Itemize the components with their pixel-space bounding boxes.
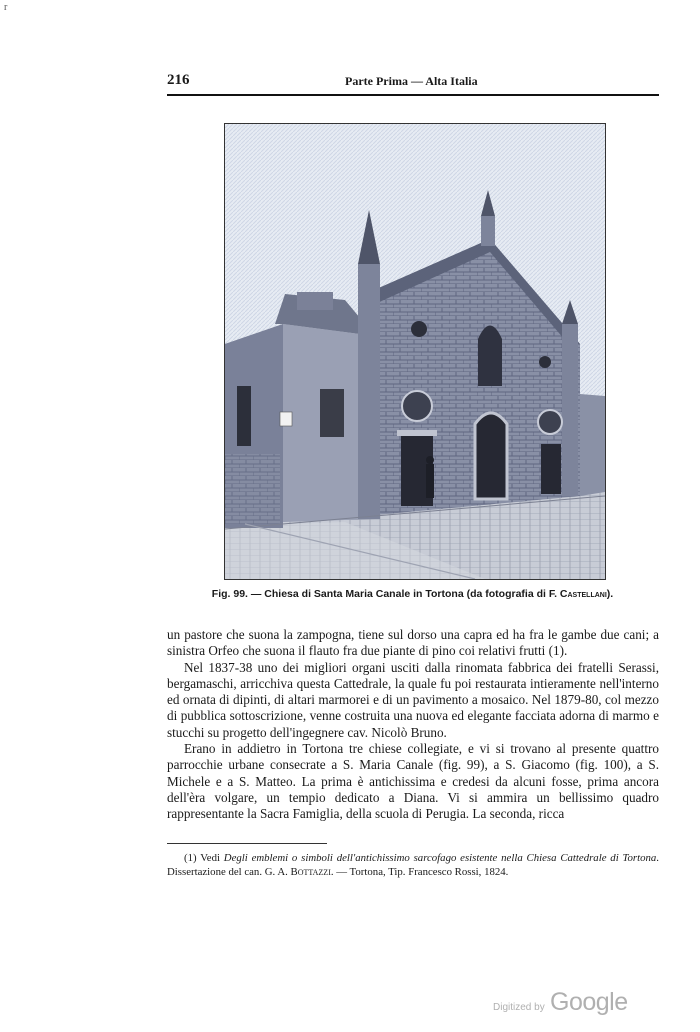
paragraph-1: un pastore che suona la zampogna, tiene sul dorso una capra ed ha fra le gambe due cani; a sinistra Orfeo che suona il flauto fra due piante di pino coi relativi frutti (1).: [167, 627, 659, 659]
footnote-rule: [167, 843, 327, 844]
caption-author: Castellani: [559, 588, 607, 600]
footnote-tail: . — Tortona, Tip. Francesco Rossi, 1824.: [330, 866, 509, 878]
google-logo: Google: [550, 988, 628, 1016]
footnote-mid: . Dissertazione del can. G. A.: [167, 852, 659, 878]
footnote-title: Degli emblemi o simboli dell'antichissimo sarcofago esistente nella Chiesa Cattedrale di Tortona: [223, 852, 657, 864]
footnote: [167, 851, 659, 879]
body-text: [167, 627, 659, 823]
paragraph-2: Nel 1837-38 uno dei migliori organi usciti dalla rinomata fabbrica dei fratelli Serassi, bergamaschi, arricchiva questa Cattedrale, la quale fu poi restaurata intieramente nell'interno ed ornata di dipinti, di altari marmorei e di un pavimento a mosaico. Nel 1879-80, col mezzo di pubblica sottoscrizione, venne costruita una nuova ed elegante facciata adorna di marmo e stucchi su progetto dell'ingegnere cav. Nicolò Bruno.: [167, 659, 659, 740]
church-engraving: [225, 124, 605, 579]
header-rule: [167, 94, 659, 96]
footnote-lead: (1) Vedi: [184, 852, 224, 864]
corner-mark: r: [4, 2, 8, 13]
page-header: [167, 72, 658, 92]
page-number: 216: [167, 72, 190, 88]
caption-text: Fig. 99. — Chiesa di Santa Maria Canale in Tortona (da fotografia di F.: [211, 588, 560, 600]
google-watermark: [493, 988, 653, 1018]
caption-suffix: ).: [606, 588, 614, 600]
church-illustration: [224, 123, 606, 580]
footnote-author: Bottazzi: [290, 866, 331, 878]
running-title: Parte Prima — Alta Italia: [345, 74, 478, 88]
paragraph-3: Erano in addietro in Tortona tre chiese collegiate, e vi si trovano al presente quattro parrocchie urbane consecrate a S. Maria Canale (fig. 99), a S. Giacomo (fig. 100), a S. Michele e a S. Matteo. La prima è antichissima e credesi da alcuni fosse, prima ancora dell'èra volgare, un tempio dedicato a Diana. Vi si ammira un bellissimo quadro rappresentante la Sacra Famiglia, della scuola di Perugia. La seconda, ricca: [167, 741, 659, 822]
digitized-by-label: Digitized by: [493, 1002, 545, 1013]
figure-caption: [167, 588, 658, 600]
